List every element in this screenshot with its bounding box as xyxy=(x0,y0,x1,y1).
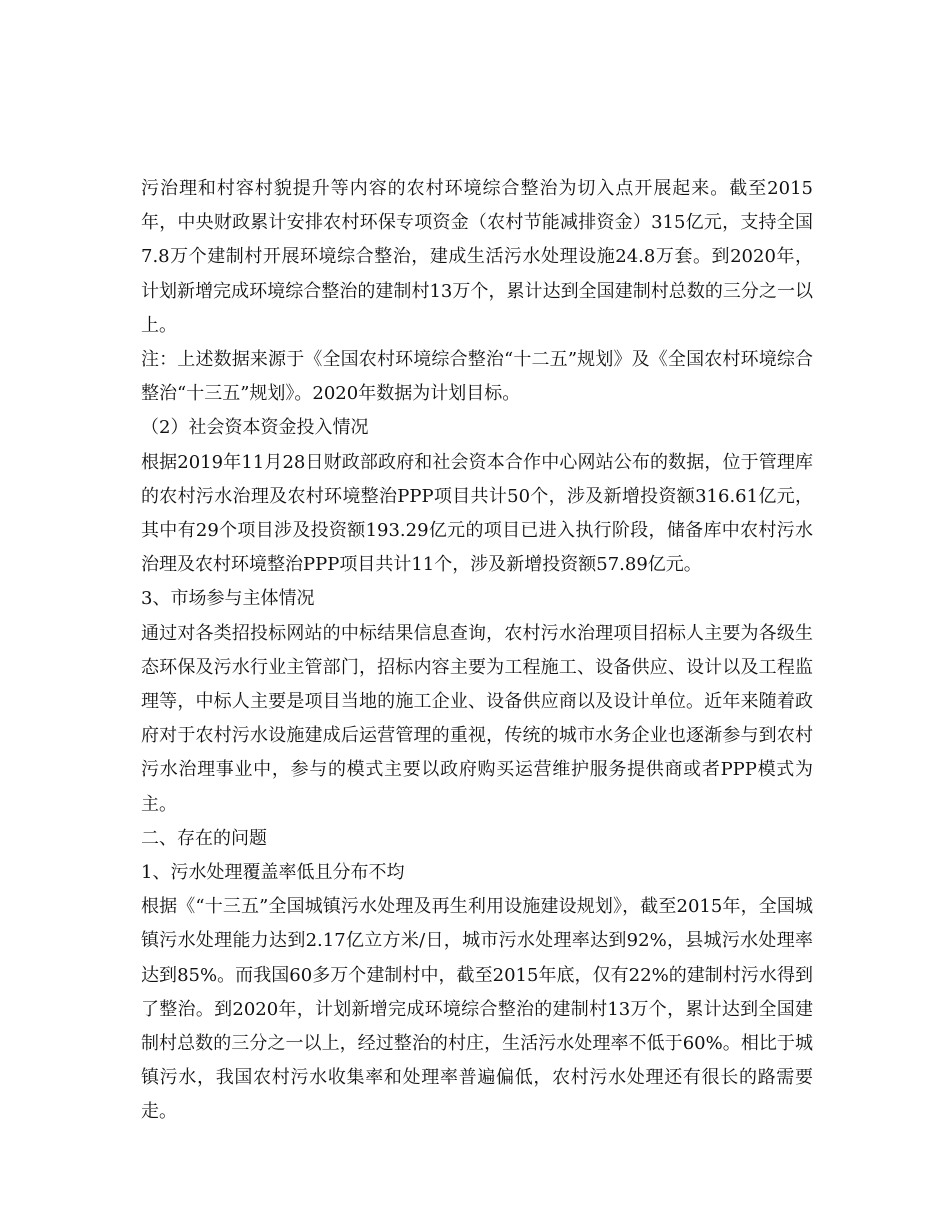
subheading-coverage: 1、污水处理覆盖率低且分布不均 xyxy=(141,862,405,884)
paragraph-funding-summary: 污治理和村容村貌提升等内容的农村环境综合整治为切入点开展起来。截至2015年，中央财政累计安排农村环保专项资金（农村节能减排资金）315亿元，支持全国7.8万个建制村开展环境综合整治，建成生活污水处理设施24.8万套。到2020年，计划新增完成环境综合整治的建制村13万个，累计达到全国建制村总数的三分之一以上。 xyxy=(141,178,813,336)
subheading-market-participants: 3、市场参与主体情况 xyxy=(141,588,315,610)
section-heading-problems: 二、存在的问题 xyxy=(141,827,267,849)
paragraph-ppp-investment: 根据2019年11月28日财政部政府和社会资本合作中心网站公布的数据，位于管理库的农村污水治理及农村环境整治PPP项目共计50个，涉及新增投资额316.61亿元，其中有29个项目涉及投资额193.29亿元的项目已进入执行阶段，储备库中农村污水治理及农村环境整治PPP项目共计11个，涉及新增投资额57.89亿元。 xyxy=(141,451,813,576)
paragraph-coverage: 根据《“十三五”全国城镇污水处理及再生利用设施建设规划》，截至2015年，全国城镇污水处理能力达到2.17亿立方米/日，城市污水处理率达到92%，县城污水处理率达到85%。而我国60多万个建制村中，截至2015年底，仅有22%的建制村污水得到了整治。到2020年，计划新增完成环境综合整治的建制村13万个，累计达到全国建制村总数的三分之一以上，经过整治的村庄，生活污水处理率不低于60%。相比于城镇污水，我国农村污水收集率和处理率普遍偏低，农村污水处理还有很长的路需要走。 xyxy=(141,896,813,1123)
document-body xyxy=(141,172,813,1130)
subheading-social-capital: （2）社会资本资金投入情况 xyxy=(141,417,369,439)
paragraph-market-participants: 通过对各类招投标网站的中标结果信息查询，农村污水治理项目招标人主要为各级生态环保及污水行业主管部门，招标内容主要为工程施工、设备供应、设计以及工程监理等，中标人主要是项目当地的施工企业、设备供应商以及设计单位。近年来随着政府对于农村污水设施建成后运营管理的重视，传统的城市水务企业也逐渐参与到农村污水治理事业中，参与的模式主要以政府购买运营维护服务提供商或者PPP模式为主。 xyxy=(141,622,813,815)
paragraph-data-source-note: 注：上述数据来源于《全国农村环境综合整治“十二五”规划》及《全国农村环境综合整治“十三五”规划》。2020年数据为计划目标。 xyxy=(141,349,813,405)
